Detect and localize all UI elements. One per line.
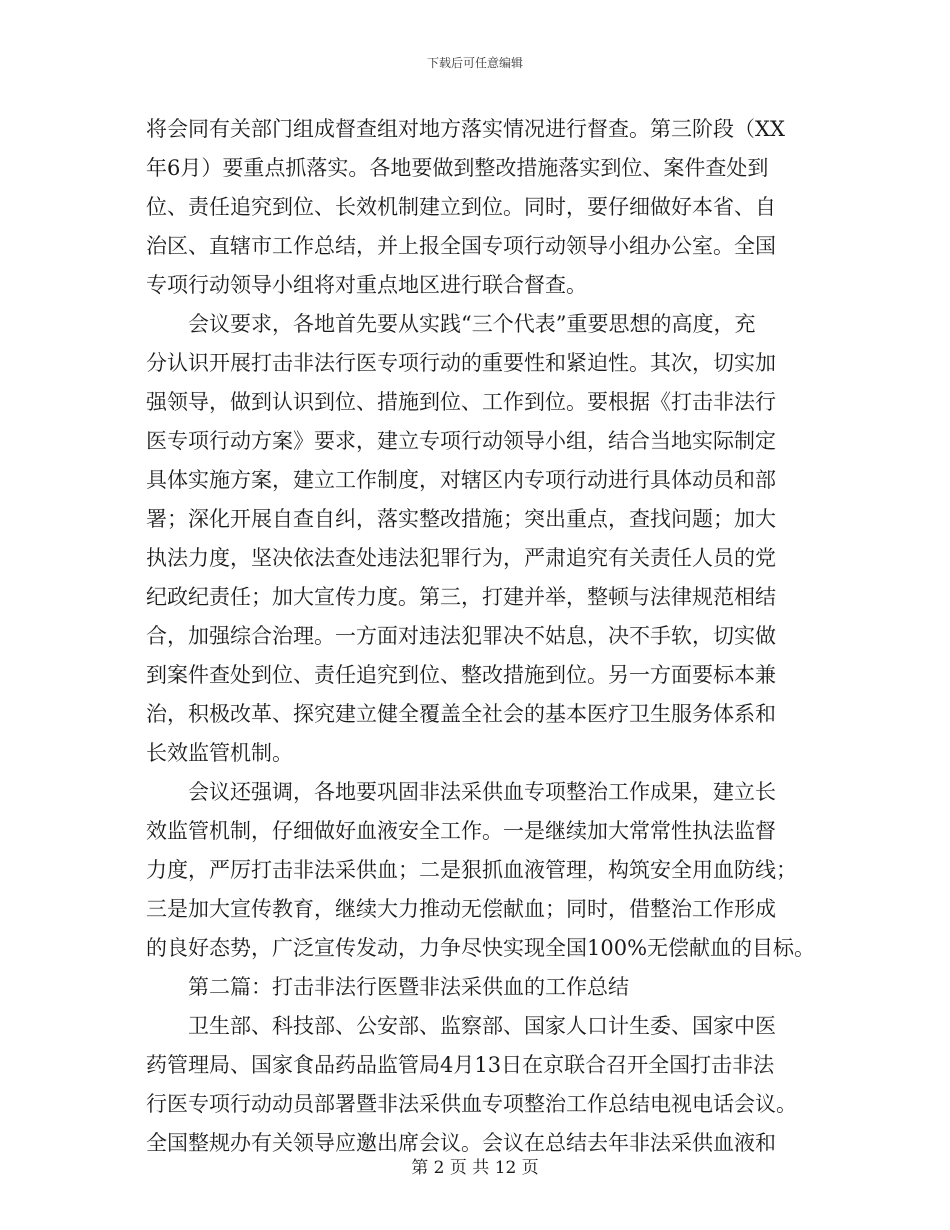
- text-line: 强领导，做到认识到位、措施到位、工作到位。要根据《打击非法行: [146, 390, 776, 414]
- text-line: 力度，严厉打击非法采供血；二是狠抓血液管理，构筑安全用血防线；: [146, 858, 797, 882]
- text-line: 专项行动领导小组将对重点地区进行联合督查。: [146, 273, 587, 297]
- text-line: 三是加大宣传教育，继续大力推动无偿献血；同时，借整治工作形成: [146, 897, 776, 921]
- text-line: 行医专项行动动员部署暨非法采供血专项整治工作总结电视电话会议。: [146, 1092, 797, 1116]
- text-line: 纪政纪责任；加大宣传力度。第三，打建并举，整顿与法律规范相结: [146, 585, 776, 609]
- text-line: 合，加强综合治理。一方面对违法犯罪决不姑息，决不手软，切实做: [146, 624, 776, 648]
- text-line: 的良好态势，广泛宣传发动，力争尽快实现全国100%无偿献血的目标。: [146, 936, 816, 960]
- text-line: 治区、直辖市工作总结，并上报全国专项行动领导小组办公室。全国: [146, 234, 776, 258]
- page-header: 下载后可任意编辑: [426, 56, 523, 70]
- text-line: 医专项行动方案》要求，建立专项行动领导小组，结合当地实际制定: [146, 429, 776, 453]
- text-line: 署；深化开展自查自纠，落实整改措施；突出重点，查找问题；加大: [146, 507, 776, 531]
- text-line: 分认识开展打击非法行医专项行动的重要性和紧迫性。其次，切实加: [146, 351, 776, 375]
- text-line: 年6月）要重点抓落实。各地要做到整改措施落实到位、案件查处到: [146, 156, 769, 180]
- text-line: 到案件查处到位、责任追究到位、整改措施到位。另一方面要标本兼: [146, 663, 776, 687]
- text-line: 具体实施方案，建立工作制度，对辖区内专项行动进行具体动员和部: [146, 468, 776, 492]
- text-line: 位、责任追究到位、长效机制建立到位。同时，要仔细做好本省、自: [146, 195, 776, 219]
- text-line: 长效监管机制。: [146, 741, 293, 765]
- text-line: 执法力度，坚决依法查处违法犯罪行为，严肃追究有关责任人员的党: [146, 546, 776, 570]
- section-heading: 第二篇：打击非法行医暨非法采供血的工作总结: [188, 975, 629, 999]
- text-line: 将会同有关部门组成督查组对地方落实情况进行督查。第三阶段（XX: [146, 117, 785, 141]
- text-line: 会议还强调，各地要巩固非法采供血专项整治工作成果，建立长: [188, 780, 776, 804]
- text-line: 卫生部、科技部、公安部、监察部、国家人口计生委、国家中医: [188, 1014, 776, 1038]
- text-line: 治，积极改革、探究建立健全覆盖全社会的基本医疗卫生服务体系和: [146, 702, 776, 726]
- text-line: 全国整规办有关领导应邀出席会议。会议在总结去年非法采供血液和: [146, 1131, 776, 1155]
- page-number: 第 2 页 共 12 页: [411, 1158, 539, 1178]
- text-line: 效监管机制，仔细做好血液安全工作。一是继续加大常常性执法监督: [146, 819, 776, 843]
- text-line: 会议要求，各地首先要从实践“三个代表”重要思想的高度，充: [188, 312, 756, 336]
- text-line: 药管理局、国家食品药品监管局4月13日在京联合召开全国打击非法: [146, 1053, 775, 1077]
- document-body: [146, 110, 814, 1163]
